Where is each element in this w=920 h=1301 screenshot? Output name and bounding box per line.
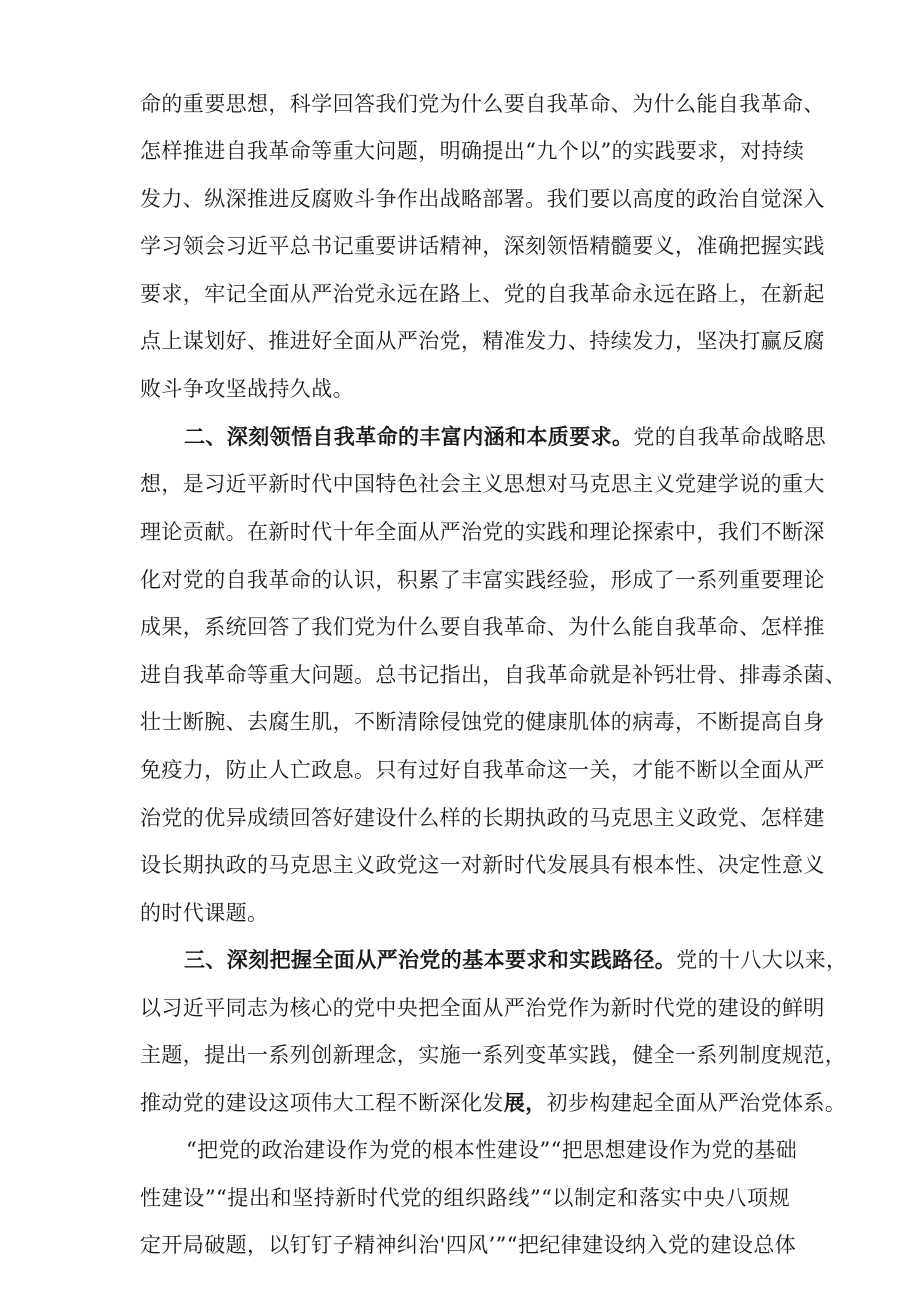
text-segment: 性建设”“提出和坚持新时代党的组织路线”“以制定和落实中央八项规 [140,1186,790,1210]
bold-heading-text: 三、深刻把握全面从严治党的基本要求和实践路径。 [184,947,677,972]
text-line [140,802,825,834]
text-line [140,230,825,262]
text-line [140,88,825,120]
text-line [140,1182,790,1214]
text-segment: 推动党的建设这项伟大工程不断深化发 [140,1091,504,1115]
text-segment: 进自我革命等重大问题。总书记指出，自我革命就是补钙壮骨、排毒杀菌、 [140,663,847,687]
text-line [140,135,805,167]
text-segment: 败斗争攻坚战持久战。 [140,377,354,401]
bold-heading-text: 展， [503,1090,547,1115]
text-segment: 以习近平同志为核心的党中央把全面从严治党作为新时代党的建设的鲜明 [140,996,825,1020]
text-line [140,611,825,643]
text-line [140,183,825,215]
text-segment: 命的重要思想，科学回答我们党为什么要自我革命、为什么能自我革命、 [140,92,825,116]
text-segment: 党的十八大以来， [676,948,848,972]
text-segment: 初步构建起全面从严治党体系。 [546,1091,847,1115]
text-segment: 成果，系统回答了我们党为什么要自我革命、为什么能自我革命、怎样推 [140,615,825,639]
text-line [140,516,825,548]
text-line [140,325,825,357]
text-line [140,849,825,881]
text-line [140,468,825,500]
text-segment: 怎样推进自我革命等重大问题，明确提出“九个以”的实践要求，对持续 [140,139,805,163]
text-segment: 定开局破题，以钉钉子精神纠治'四风’”“把纪律建设纳入党的建设总体 [140,1233,797,1257]
text-line [140,564,825,596]
text-segment: 治党的优异成绩回答好建设什么样的长期执政的马克思主义政党、怎样建 [140,806,825,830]
text-line [140,1087,847,1119]
text-line [140,897,790,929]
text-segment: 想，是习近平新时代中国特色社会主义思想对马克思主义党建学说的重大 [140,472,825,496]
text-segment: 理论贡献。在新时代十年全面从严治党的实践和理论探索中，我们不断深 [140,520,825,544]
text-segment: 点上谋划好、推进好全面从严治党，精准发力、持续发力，坚决打赢反腐 [140,329,825,353]
text-line [184,944,848,976]
text-segment: 学习领会习近平总书记重要讲话精神，深刻领悟精髓要义，准确把握实践 [140,234,825,258]
text-segment: 壮士断腕、去腐生肌，不断清除侵蚀党的健康肌体的病毒，不断提高自身 [140,710,825,734]
bold-heading-text: 二、深刻领悟自我革命的丰富内涵和本质要求。 [184,424,634,449]
text-segment: 党的自我革命战略思 [633,425,827,449]
text-line [186,1134,798,1166]
text-line [140,278,825,310]
text-line [140,1229,797,1261]
text-segment: 设长期执政的马克思主义政党这一对新时代发展具有根本性、决定性意义 [140,853,825,877]
text-segment: “把党的政治建设作为党的根本性建设”“把思想建设作为党的基础 [186,1138,798,1162]
text-segment: 免疫力，防止人亡政息。只有过好自我革命这一关，才能不断以全面从严 [140,758,825,782]
text-line [140,706,825,738]
text-segment: 要求，牢记全面从严治党永远在路上、党的自我革命永远在路上，在新起 [140,282,825,306]
text-line [140,992,825,1024]
text-line [184,421,827,453]
text-segment: 的时代课题。 [140,901,269,925]
text-line [140,1039,847,1071]
text-segment: 化对党的自我革命的认识，积累了丰富实践经验，形成了一系列重要理论 [140,568,825,592]
text-segment: 发力、纵深推进反腐败斗争作出战略部署。我们要以高度的政治自觉深入 [140,187,825,211]
text-line [140,659,847,691]
text-segment: 主题，提出一系列创新理念，实施一系列变革实践，健全一系列制度规范， [140,1043,847,1067]
text-line [140,754,825,786]
text-line [140,373,790,405]
